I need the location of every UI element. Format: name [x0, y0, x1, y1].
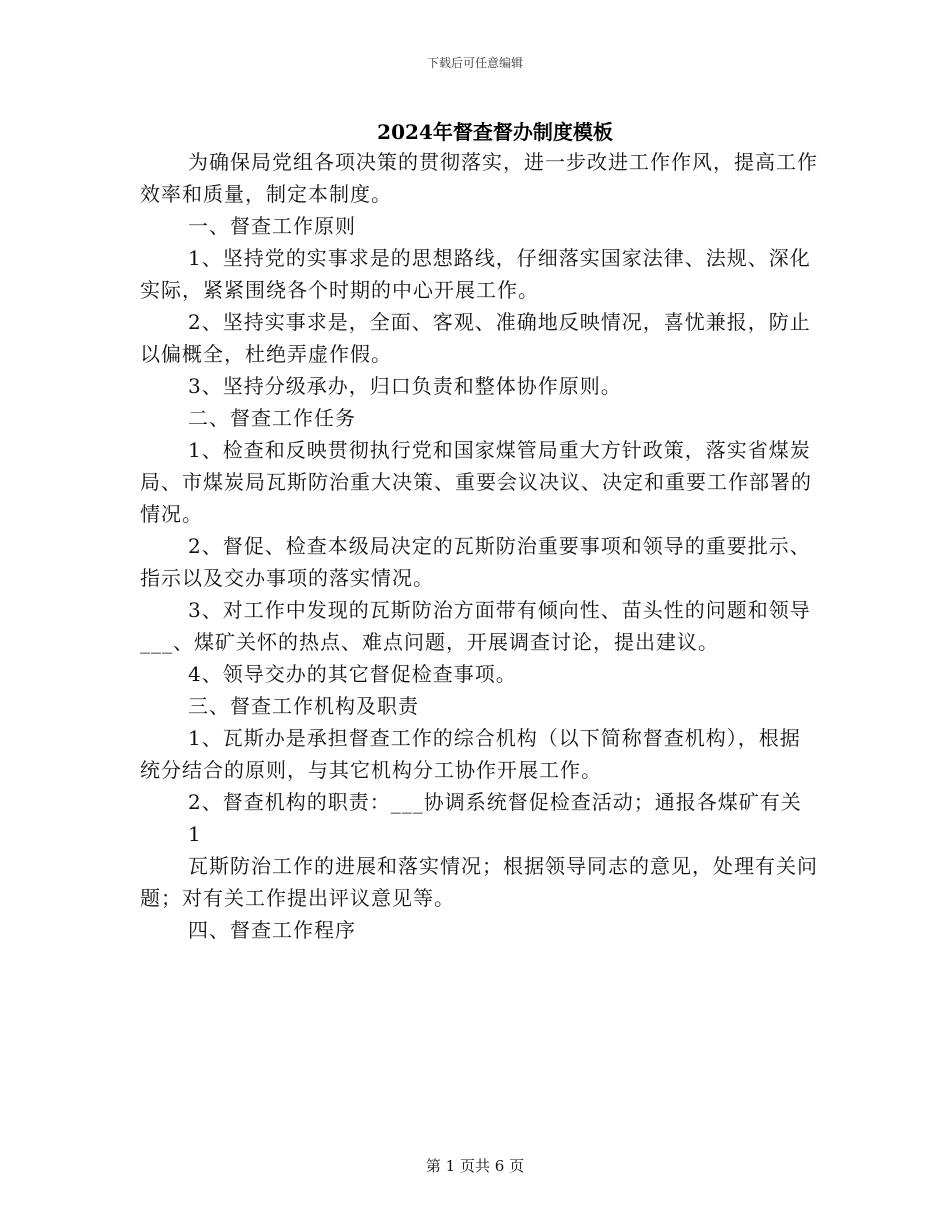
- paragraph-org-1: 1、瓦斯办是承担督查工作的综合机构（以下简称督查机构），根据统分结合的原则，与其它机构分工协作开展工作。: [140, 726, 801, 782]
- intro-paragraph: 为确保局党组各项决策的贯彻落实，进一步改进工作作风，提高工作效率和质量，制定本制度。: [140, 150, 818, 206]
- paragraph-task-4: 4、领导交办的其它督促检查事项。: [188, 662, 517, 686]
- inline-page-marker: 1: [188, 822, 202, 846]
- paragraph-org-2: 2、督查机构的职责：___协调系统督促检查活动；通报各煤矿有关: [188, 790, 802, 814]
- document-body: [140, 146, 820, 946]
- document-title: 2024年督查督办制度模板: [377, 120, 613, 144]
- section-heading-2: 二、督查工作任务: [188, 406, 356, 430]
- section-heading-4: 四、督查工作程序: [188, 918, 356, 942]
- section-heading-3: 三、督查工作机构及职责: [188, 694, 419, 718]
- header-note: 下载后可任意编辑: [426, 56, 523, 70]
- paragraph-principle-2: 2、坚持实事求是，全面、客观、准确地反映情况，喜忧兼报，防止以偏概全，杜绝弄虚作假。: [140, 310, 811, 366]
- paragraph-org-2-continued: 瓦斯防治工作的进展和落实情况；根据领导同志的意见，处理有关问题；对有关工作提出评议意见等。: [140, 854, 818, 910]
- page-number: 第 1 页共 6 页: [425, 1157, 525, 1175]
- paragraph-task-2: 2、督促、检查本级局决定的瓦斯防治重要事项和领导的重要批示、指示以及交办事项的落实情况。: [140, 534, 811, 590]
- paragraph-principle-3: 3、坚持分级承办，归口负责和整体协作原则。: [188, 374, 622, 398]
- section-heading-1: 一、督查工作原则: [188, 214, 356, 238]
- paragraph-task-1: 1、检查和反映贯彻执行党和国家煤管局重大方针政策，落实省煤炭局、市煤炭局瓦斯防治重大决策、重要会议决议、决定和重要工作部署的情况。: [140, 438, 812, 526]
- paragraph-task-3: 3、对工作中发现的瓦斯防治方面带有倾向性、苗头性的问题和领导___、煤矿关怀的热点、难点问题，开展调查讨论，提出建议。: [140, 598, 811, 654]
- paragraph-principle-1: 1、坚持党的实事求是的思想路线，仔细落实国家法律、法规、深化实际，紧紧围绕各个时期的中心开展工作。: [140, 246, 811, 302]
